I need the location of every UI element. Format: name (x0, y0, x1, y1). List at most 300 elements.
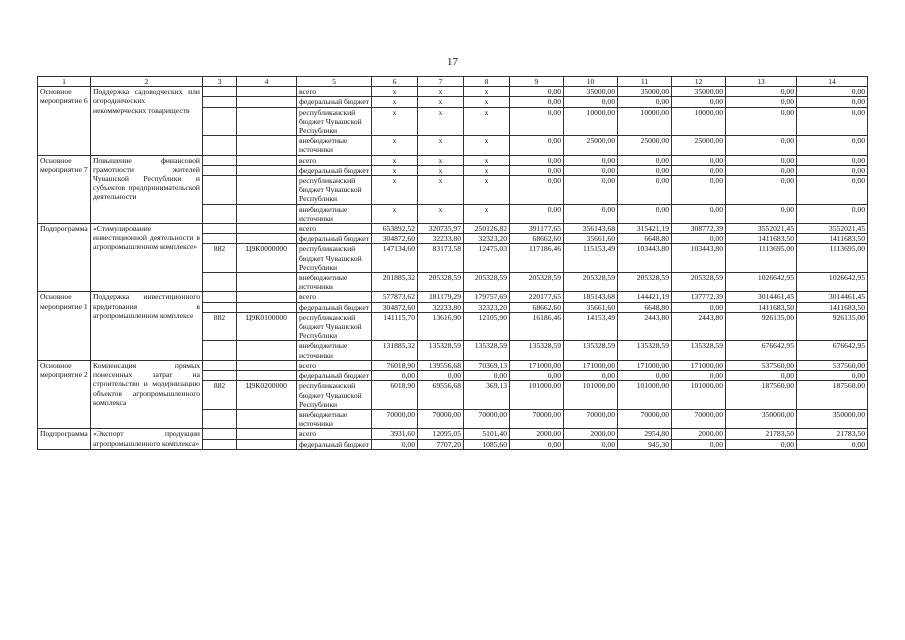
value-cell: x (464, 176, 510, 205)
value-cell: 201885,32 (372, 273, 418, 292)
value-cell: 70000,00 (618, 409, 672, 428)
value-cell: 304872,60 (372, 234, 418, 244)
value-cell: 3014461,45 (797, 292, 868, 302)
value-cell: 171000,00 (564, 360, 618, 370)
value-cell: 70000,00 (418, 409, 464, 428)
budget-code-cell (237, 176, 297, 205)
value-cell: x (464, 136, 510, 155)
value-cell: 6648,80 (618, 234, 672, 244)
value-cell: 0,00 (726, 136, 797, 155)
value-cell: 0,00 (797, 371, 868, 381)
value-cell: x (418, 107, 464, 136)
value-cell: 350000,00 (726, 409, 797, 428)
funding-source-cell: федеральный бюджет (297, 371, 372, 381)
funding-source-cell: внебюджетные источники (297, 409, 372, 428)
value-cell: 0,00 (510, 155, 564, 165)
value-cell: 0,00 (510, 204, 564, 223)
value-cell: 1026642,95 (797, 273, 868, 292)
funding-source-cell: всего (297, 360, 372, 370)
column-header: 14 (797, 77, 868, 87)
value-cell: 0,00 (672, 439, 726, 449)
funding-source-cell: республиканский бюджет Чувашской Республики (297, 312, 372, 341)
value-cell: x (418, 136, 464, 155)
value-cell: 926135,00 (797, 312, 868, 341)
value-cell: x (418, 165, 464, 175)
value-cell: 137772,39 (672, 292, 726, 302)
value-cell: 70000,00 (510, 409, 564, 428)
grbs-cell (203, 409, 237, 428)
value-cell: 653892,52 (372, 224, 418, 234)
value-cell: 135328,59 (564, 341, 618, 360)
grbs-cell (203, 155, 237, 165)
value-cell: 171000,00 (672, 360, 726, 370)
budget-code-cell (237, 204, 297, 223)
header-row (38, 77, 868, 87)
table-row (38, 87, 868, 97)
column-header: 6 (372, 77, 418, 87)
value-cell: 676642,95 (797, 341, 868, 360)
value-cell: 35000,00 (618, 87, 672, 97)
event-status-cell: Основное мероприятие 1 (38, 292, 91, 360)
value-cell: 3014461,45 (726, 292, 797, 302)
value-cell: 103443,80 (618, 244, 672, 273)
value-cell: 0,00 (672, 97, 726, 107)
value-cell: 25000,00 (672, 136, 726, 155)
value-cell: 10000,00 (564, 107, 618, 136)
budget-code-cell (237, 234, 297, 244)
event-name-cell: Поддержка инвестиционного кредитования в агропромышленном комплексе (91, 292, 203, 360)
value-cell: x (418, 155, 464, 165)
budget-code-cell (237, 371, 297, 381)
value-cell: x (418, 204, 464, 223)
funding-source-cell: всего (297, 87, 372, 97)
value-cell: 2000,00 (564, 429, 618, 439)
value-cell: 1085,60 (464, 439, 510, 449)
value-cell: 0,00 (510, 136, 564, 155)
value-cell: 0,00 (797, 87, 868, 97)
column-header: 11 (618, 77, 672, 87)
value-cell: 135328,59 (464, 341, 510, 360)
column-header: 5 (297, 77, 372, 87)
value-cell: 12095,05 (418, 429, 464, 439)
value-cell: 0,00 (510, 439, 564, 449)
value-cell: 205328,59 (672, 273, 726, 292)
value-cell: 0,00 (372, 439, 418, 449)
value-cell: 181179,29 (418, 292, 464, 302)
value-cell: 0,00 (797, 176, 868, 205)
column-header: 10 (564, 77, 618, 87)
grbs-cell (203, 224, 237, 234)
event-status-cell: Подпрограмма (38, 429, 91, 449)
value-cell: 10000,00 (618, 107, 672, 136)
value-cell: 0,00 (372, 371, 418, 381)
value-cell: 103443,80 (672, 244, 726, 273)
table-row (38, 155, 868, 165)
value-cell: 69556,68 (418, 381, 464, 410)
budget-code-cell (237, 341, 297, 360)
value-cell: 3552021,45 (726, 224, 797, 234)
column-header: 4 (237, 77, 297, 87)
value-cell: 10000,00 (672, 107, 726, 136)
value-cell: 70369,13 (464, 360, 510, 370)
column-header: 2 (91, 77, 203, 87)
funding-source-cell: федеральный бюджет (297, 302, 372, 312)
value-cell: 1411683,50 (726, 234, 797, 244)
grbs-cell: 882 (203, 312, 237, 341)
value-cell: 21783,50 (726, 429, 797, 439)
funding-source-cell: республиканский бюджет Чувашской Республики (297, 244, 372, 273)
value-cell: 0,00 (564, 97, 618, 107)
budget-code-cell (237, 136, 297, 155)
value-cell: x (418, 97, 464, 107)
value-cell: 0,00 (510, 371, 564, 381)
value-cell: 0,00 (726, 165, 797, 175)
value-cell: 185143,68 (564, 292, 618, 302)
value-cell: 0,00 (510, 87, 564, 97)
value-cell: 1113695,00 (726, 244, 797, 273)
budget-table (37, 76, 868, 450)
funding-source-cell: федеральный бюджет (297, 234, 372, 244)
budget-code-cell (237, 155, 297, 165)
value-cell: 141115,70 (372, 312, 418, 341)
value-cell: 13616,90 (418, 312, 464, 341)
value-cell: 0,00 (510, 176, 564, 205)
budget-code-cell (237, 439, 297, 449)
value-cell: 12475,03 (464, 244, 510, 273)
grbs-cell (203, 136, 237, 155)
value-cell: 391177,65 (510, 224, 564, 234)
value-cell: x (372, 136, 418, 155)
value-cell: 70000,00 (464, 409, 510, 428)
value-cell: 101000,00 (672, 381, 726, 410)
value-cell: 0,00 (564, 371, 618, 381)
value-cell: 0,00 (672, 204, 726, 223)
value-cell: 2000,00 (672, 429, 726, 439)
grbs-cell (203, 87, 237, 97)
value-cell: 0,00 (797, 155, 868, 165)
grbs-cell (203, 292, 237, 302)
event-status-cell: Основное мероприятие 7 (38, 155, 91, 223)
funding-source-cell: федеральный бюджет (297, 165, 372, 175)
value-cell: 537560,00 (726, 360, 797, 370)
value-cell: 205328,59 (618, 273, 672, 292)
page-number: 17 (447, 56, 458, 68)
grbs-cell: 882 (203, 244, 237, 273)
budget-code-cell (237, 224, 297, 234)
value-cell: x (372, 165, 418, 175)
value-cell: 0,00 (726, 97, 797, 107)
value-cell: 117186,46 (510, 244, 564, 273)
value-cell: 135328,59 (618, 341, 672, 360)
table-row (38, 292, 868, 302)
grbs-cell (203, 302, 237, 312)
value-cell: x (464, 155, 510, 165)
value-cell: 0,00 (564, 439, 618, 449)
budget-code-cell (237, 165, 297, 175)
value-cell: 356143,68 (564, 224, 618, 234)
value-cell: 304872,60 (372, 302, 418, 312)
value-cell: 187560,00 (726, 381, 797, 410)
value-cell: 25000,00 (618, 136, 672, 155)
value-cell: 205328,59 (418, 273, 464, 292)
value-cell: 0,00 (564, 165, 618, 175)
value-cell: x (372, 87, 418, 97)
column-header: 7 (418, 77, 464, 87)
value-cell: 0,00 (672, 176, 726, 205)
value-cell: 35661,60 (564, 302, 618, 312)
value-cell: x (464, 165, 510, 175)
value-cell: 68662,60 (510, 302, 564, 312)
value-cell: x (372, 97, 418, 107)
funding-source-cell: всего (297, 155, 372, 165)
value-cell: 0,00 (672, 155, 726, 165)
value-cell: 3931,60 (372, 429, 418, 439)
value-cell: 5101,40 (464, 429, 510, 439)
value-cell: 1411683,50 (797, 302, 868, 312)
value-cell: 1411683,50 (726, 302, 797, 312)
value-cell: 320735,97 (418, 224, 464, 234)
grbs-cell (203, 439, 237, 449)
value-cell: 6648,80 (618, 302, 672, 312)
value-cell: 32323,20 (464, 302, 510, 312)
event-name-cell: «Стимулирование инвестиционной деятельности в агропромышленном комплексе» (91, 224, 203, 292)
event-status-cell: Основное мероприятие 6 (38, 87, 91, 155)
value-cell: 0,00 (672, 371, 726, 381)
value-cell: 0,00 (726, 176, 797, 205)
value-cell: 0,00 (726, 87, 797, 97)
value-cell: 0,00 (618, 176, 672, 205)
value-cell: x (372, 107, 418, 136)
value-cell: x (464, 87, 510, 97)
value-cell: 179757,69 (464, 292, 510, 302)
table-row (38, 224, 868, 234)
value-cell: 0,00 (797, 165, 868, 175)
funding-source-cell: республиканский бюджет Чувашской Республики (297, 176, 372, 205)
value-cell: 0,00 (672, 302, 726, 312)
value-cell: 32233,80 (418, 302, 464, 312)
value-cell: 250126,82 (464, 224, 510, 234)
grbs-cell (203, 273, 237, 292)
value-cell: 35661,60 (564, 234, 618, 244)
value-cell: 0,00 (797, 204, 868, 223)
value-cell: 32323,20 (464, 234, 510, 244)
value-cell: 0,00 (672, 165, 726, 175)
value-cell: 205328,59 (510, 273, 564, 292)
grbs-cell (203, 97, 237, 107)
value-cell: 205328,59 (464, 273, 510, 292)
value-cell: 83173,58 (418, 244, 464, 273)
value-cell: 0,00 (797, 439, 868, 449)
grbs-cell (203, 234, 237, 244)
value-cell: 537560,00 (797, 360, 868, 370)
value-cell: 0,00 (726, 439, 797, 449)
budget-code-cell: Ц9К0000000 (237, 244, 297, 273)
funding-source-cell: всего (297, 292, 372, 302)
grbs-cell (203, 204, 237, 223)
value-cell: 135328,59 (510, 341, 564, 360)
value-cell: x (418, 176, 464, 205)
value-cell: 135328,59 (672, 341, 726, 360)
grbs-cell (203, 341, 237, 360)
value-cell: 144421,19 (618, 292, 672, 302)
value-cell: 0,00 (726, 204, 797, 223)
value-cell: 32233,80 (418, 234, 464, 244)
budget-code-cell (237, 97, 297, 107)
column-header: 1 (38, 77, 91, 87)
budget-code-cell (237, 302, 297, 312)
value-cell: 0,00 (510, 107, 564, 136)
grbs-cell: 882 (203, 381, 237, 410)
value-cell: 35000,00 (564, 87, 618, 97)
event-name-cell: Компенсация прямых понесенных затрат на строительство и модернизацию объектов агропромышленного комплекса (91, 360, 203, 428)
value-cell: 0,00 (510, 97, 564, 107)
funding-source-cell: республиканский бюджет Чувашской Республики (297, 107, 372, 136)
value-cell: 25000,00 (564, 136, 618, 155)
budget-code-cell: Ц9К0100000 (237, 312, 297, 341)
value-cell: 0,00 (726, 107, 797, 136)
value-cell: 101000,00 (564, 381, 618, 410)
value-cell: 12105,90 (464, 312, 510, 341)
value-cell: 16186,46 (510, 312, 564, 341)
funding-source-cell: всего (297, 224, 372, 234)
value-cell: 0,00 (618, 165, 672, 175)
value-cell: 0,00 (618, 204, 672, 223)
value-cell: 76018,90 (372, 360, 418, 370)
value-cell: x (464, 97, 510, 107)
table-row (38, 429, 868, 439)
value-cell: 6018,90 (372, 381, 418, 410)
value-cell: 0,00 (726, 371, 797, 381)
value-cell: 0,00 (464, 371, 510, 381)
value-cell: 220177,65 (510, 292, 564, 302)
value-cell: x (418, 87, 464, 97)
column-header: 9 (510, 77, 564, 87)
value-cell: 1026642,95 (726, 273, 797, 292)
funding-source-cell: федеральный бюджет (297, 97, 372, 107)
value-cell: 171000,00 (510, 360, 564, 370)
value-cell: 21783,50 (797, 429, 868, 439)
value-cell: 7707,20 (418, 439, 464, 449)
value-cell: 2443,80 (672, 312, 726, 341)
value-cell: 205328,59 (564, 273, 618, 292)
value-cell: 0,00 (510, 165, 564, 175)
value-cell: 70000,00 (564, 409, 618, 428)
grbs-cell (203, 429, 237, 439)
value-cell: 0,00 (564, 155, 618, 165)
funding-source-cell: внебюджетные источники (297, 273, 372, 292)
grbs-cell (203, 371, 237, 381)
value-cell: 0,00 (797, 97, 868, 107)
value-cell: 139556,68 (418, 360, 464, 370)
value-cell: 70000,00 (372, 409, 418, 428)
value-cell: 14153,49 (564, 312, 618, 341)
value-cell: 0,00 (672, 234, 726, 244)
value-cell: 35000,00 (672, 87, 726, 97)
value-cell: 0,00 (797, 136, 868, 155)
value-cell: 676642,95 (726, 341, 797, 360)
value-cell: 0,00 (618, 97, 672, 107)
budget-code-cell (237, 107, 297, 136)
column-header: 3 (203, 77, 237, 87)
budget-code-cell (237, 409, 297, 428)
budget-code-cell (237, 273, 297, 292)
value-cell: 171000,00 (618, 360, 672, 370)
value-cell: 147134,60 (372, 244, 418, 273)
event-name-cell: «Экспорт продукции агропромышленного комплекса» (91, 429, 203, 449)
value-cell: 0,00 (618, 155, 672, 165)
value-cell: 577873,62 (372, 292, 418, 302)
value-cell: 115153,49 (564, 244, 618, 273)
value-cell: 131885,32 (372, 341, 418, 360)
event-name-cell: Поддержка садоводческих или огороднических некоммерческих товариществ (91, 87, 203, 155)
value-cell: 0,00 (797, 107, 868, 136)
value-cell: 187560,00 (797, 381, 868, 410)
funding-source-cell: республиканский бюджет Чувашской Республики (297, 381, 372, 410)
table-row (38, 360, 868, 370)
value-cell: 0,00 (564, 176, 618, 205)
value-cell: 135328,59 (418, 341, 464, 360)
table-body (38, 87, 868, 450)
funding-source-cell: внебюджетные источники (297, 136, 372, 155)
funding-source-cell: внебюджетные источники (297, 341, 372, 360)
value-cell: 2443,80 (618, 312, 672, 341)
funding-source-cell: внебюджетные источники (297, 204, 372, 223)
event-status-cell: Подпрограмма (38, 224, 91, 292)
budget-code-cell (237, 87, 297, 97)
value-cell: x (372, 176, 418, 205)
value-cell: x (372, 155, 418, 165)
column-header: 8 (464, 77, 510, 87)
budget-code-cell (237, 429, 297, 439)
funding-source-cell: федеральный бюджет (297, 439, 372, 449)
value-cell: 369,13 (464, 381, 510, 410)
budget-code-cell: Ц9К0200000 (237, 381, 297, 410)
value-cell: 926135,00 (726, 312, 797, 341)
value-cell: 70000,00 (672, 409, 726, 428)
column-header: 12 (672, 77, 726, 87)
value-cell: 0,00 (418, 371, 464, 381)
value-cell: x (372, 204, 418, 223)
value-cell: 0,00 (564, 204, 618, 223)
value-cell: 2954,80 (618, 429, 672, 439)
funding-source-cell: всего (297, 429, 372, 439)
value-cell: 0,00 (726, 155, 797, 165)
value-cell: 68662,60 (510, 234, 564, 244)
grbs-cell (203, 176, 237, 205)
value-cell: 308772,39 (672, 224, 726, 234)
value-cell: 101000,00 (510, 381, 564, 410)
event-status-cell: Основное мероприятие 2 (38, 360, 91, 428)
value-cell: 350000,00 (797, 409, 868, 428)
column-header: 13 (726, 77, 797, 87)
value-cell: x (464, 107, 510, 136)
value-cell: 2000,00 (510, 429, 564, 439)
value-cell: 315421,19 (618, 224, 672, 234)
budget-code-cell (237, 292, 297, 302)
value-cell: 1113695,00 (797, 244, 868, 273)
value-cell: 1411683,50 (797, 234, 868, 244)
value-cell: 945,30 (618, 439, 672, 449)
value-cell: 101000,00 (618, 381, 672, 410)
value-cell: 3552021,45 (797, 224, 868, 234)
value-cell: x (464, 204, 510, 223)
grbs-cell (203, 360, 237, 370)
budget-code-cell (237, 360, 297, 370)
grbs-cell (203, 165, 237, 175)
grbs-cell (203, 107, 237, 136)
event-name-cell: Повышение финансовой грамотности жителей Чувашской Республики и субъектов предпринимательской деятельности (91, 155, 203, 223)
value-cell: 0,00 (618, 371, 672, 381)
